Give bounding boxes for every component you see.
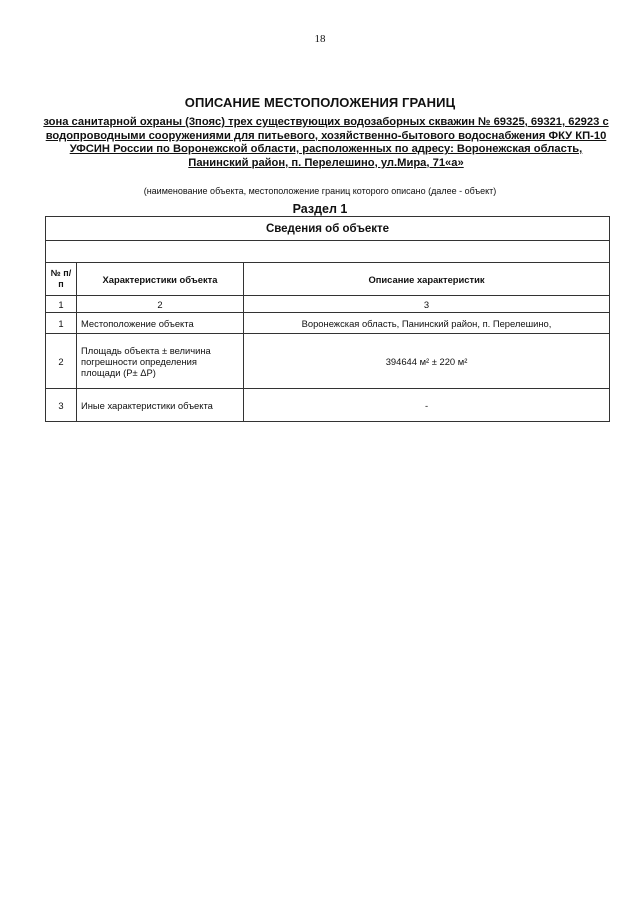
section-title: Раздел 1 xyxy=(292,202,348,216)
table-row xyxy=(46,334,610,389)
column-number-row xyxy=(46,296,610,313)
column-number: 1 xyxy=(46,296,77,313)
object-name xyxy=(40,116,612,170)
column-number: 3 xyxy=(244,296,610,313)
row-num: 3 xyxy=(46,389,77,422)
table-row xyxy=(46,313,610,334)
row-characteristic: Иные характеристики объекта xyxy=(77,389,244,422)
row-num: 2 xyxy=(46,334,77,389)
row-num: 1 xyxy=(46,313,77,334)
table-heading-row xyxy=(46,217,610,241)
header-characteristic: Характеристики объекта xyxy=(77,263,244,296)
blank-cell xyxy=(46,241,610,263)
object-name-text: зона санитарной охраны (3пояс) трех существующих водозаборных скважин № 69325, 69321, 62923 с водопроводными сооружениями для питьевого, хозяйственно-бытового водоснабжения ФКУ КП-10 УФСИН России по Воронежской области, расположенных по адресу: Воронежская область, Панинский район, п. Перелешино, ул.Мира, 71«а» xyxy=(43,116,609,169)
table-blank-row xyxy=(46,241,610,263)
header-num: № п/п xyxy=(46,263,77,296)
row-characteristic: Местоположение объекта xyxy=(77,313,244,334)
row-characteristic: Площадь объекта ± величина погрешности определения площади (P± ΔP) xyxy=(77,334,244,389)
header-description: Описание характеристик xyxy=(244,263,610,296)
document-title: ОПИСАНИЕ МЕСТОПОЛОЖЕНИЯ ГРАНИЦ xyxy=(184,95,456,110)
table-row xyxy=(46,389,610,422)
object-name-caption: (наименование объекта, местоположение границ которого описано (далее - объект) xyxy=(143,186,497,196)
object-info-table xyxy=(45,216,610,422)
row-description: - xyxy=(244,389,610,422)
table-header-row xyxy=(46,263,610,296)
row-description: 394644 м² ± 220 м² xyxy=(244,334,610,389)
table-heading: Сведения об объекте xyxy=(46,217,610,241)
page-number: 18 xyxy=(314,33,326,45)
column-number: 2 xyxy=(77,296,244,313)
row-description: Воронежская область, Панинский район, п. Перелешино, xyxy=(244,313,610,334)
